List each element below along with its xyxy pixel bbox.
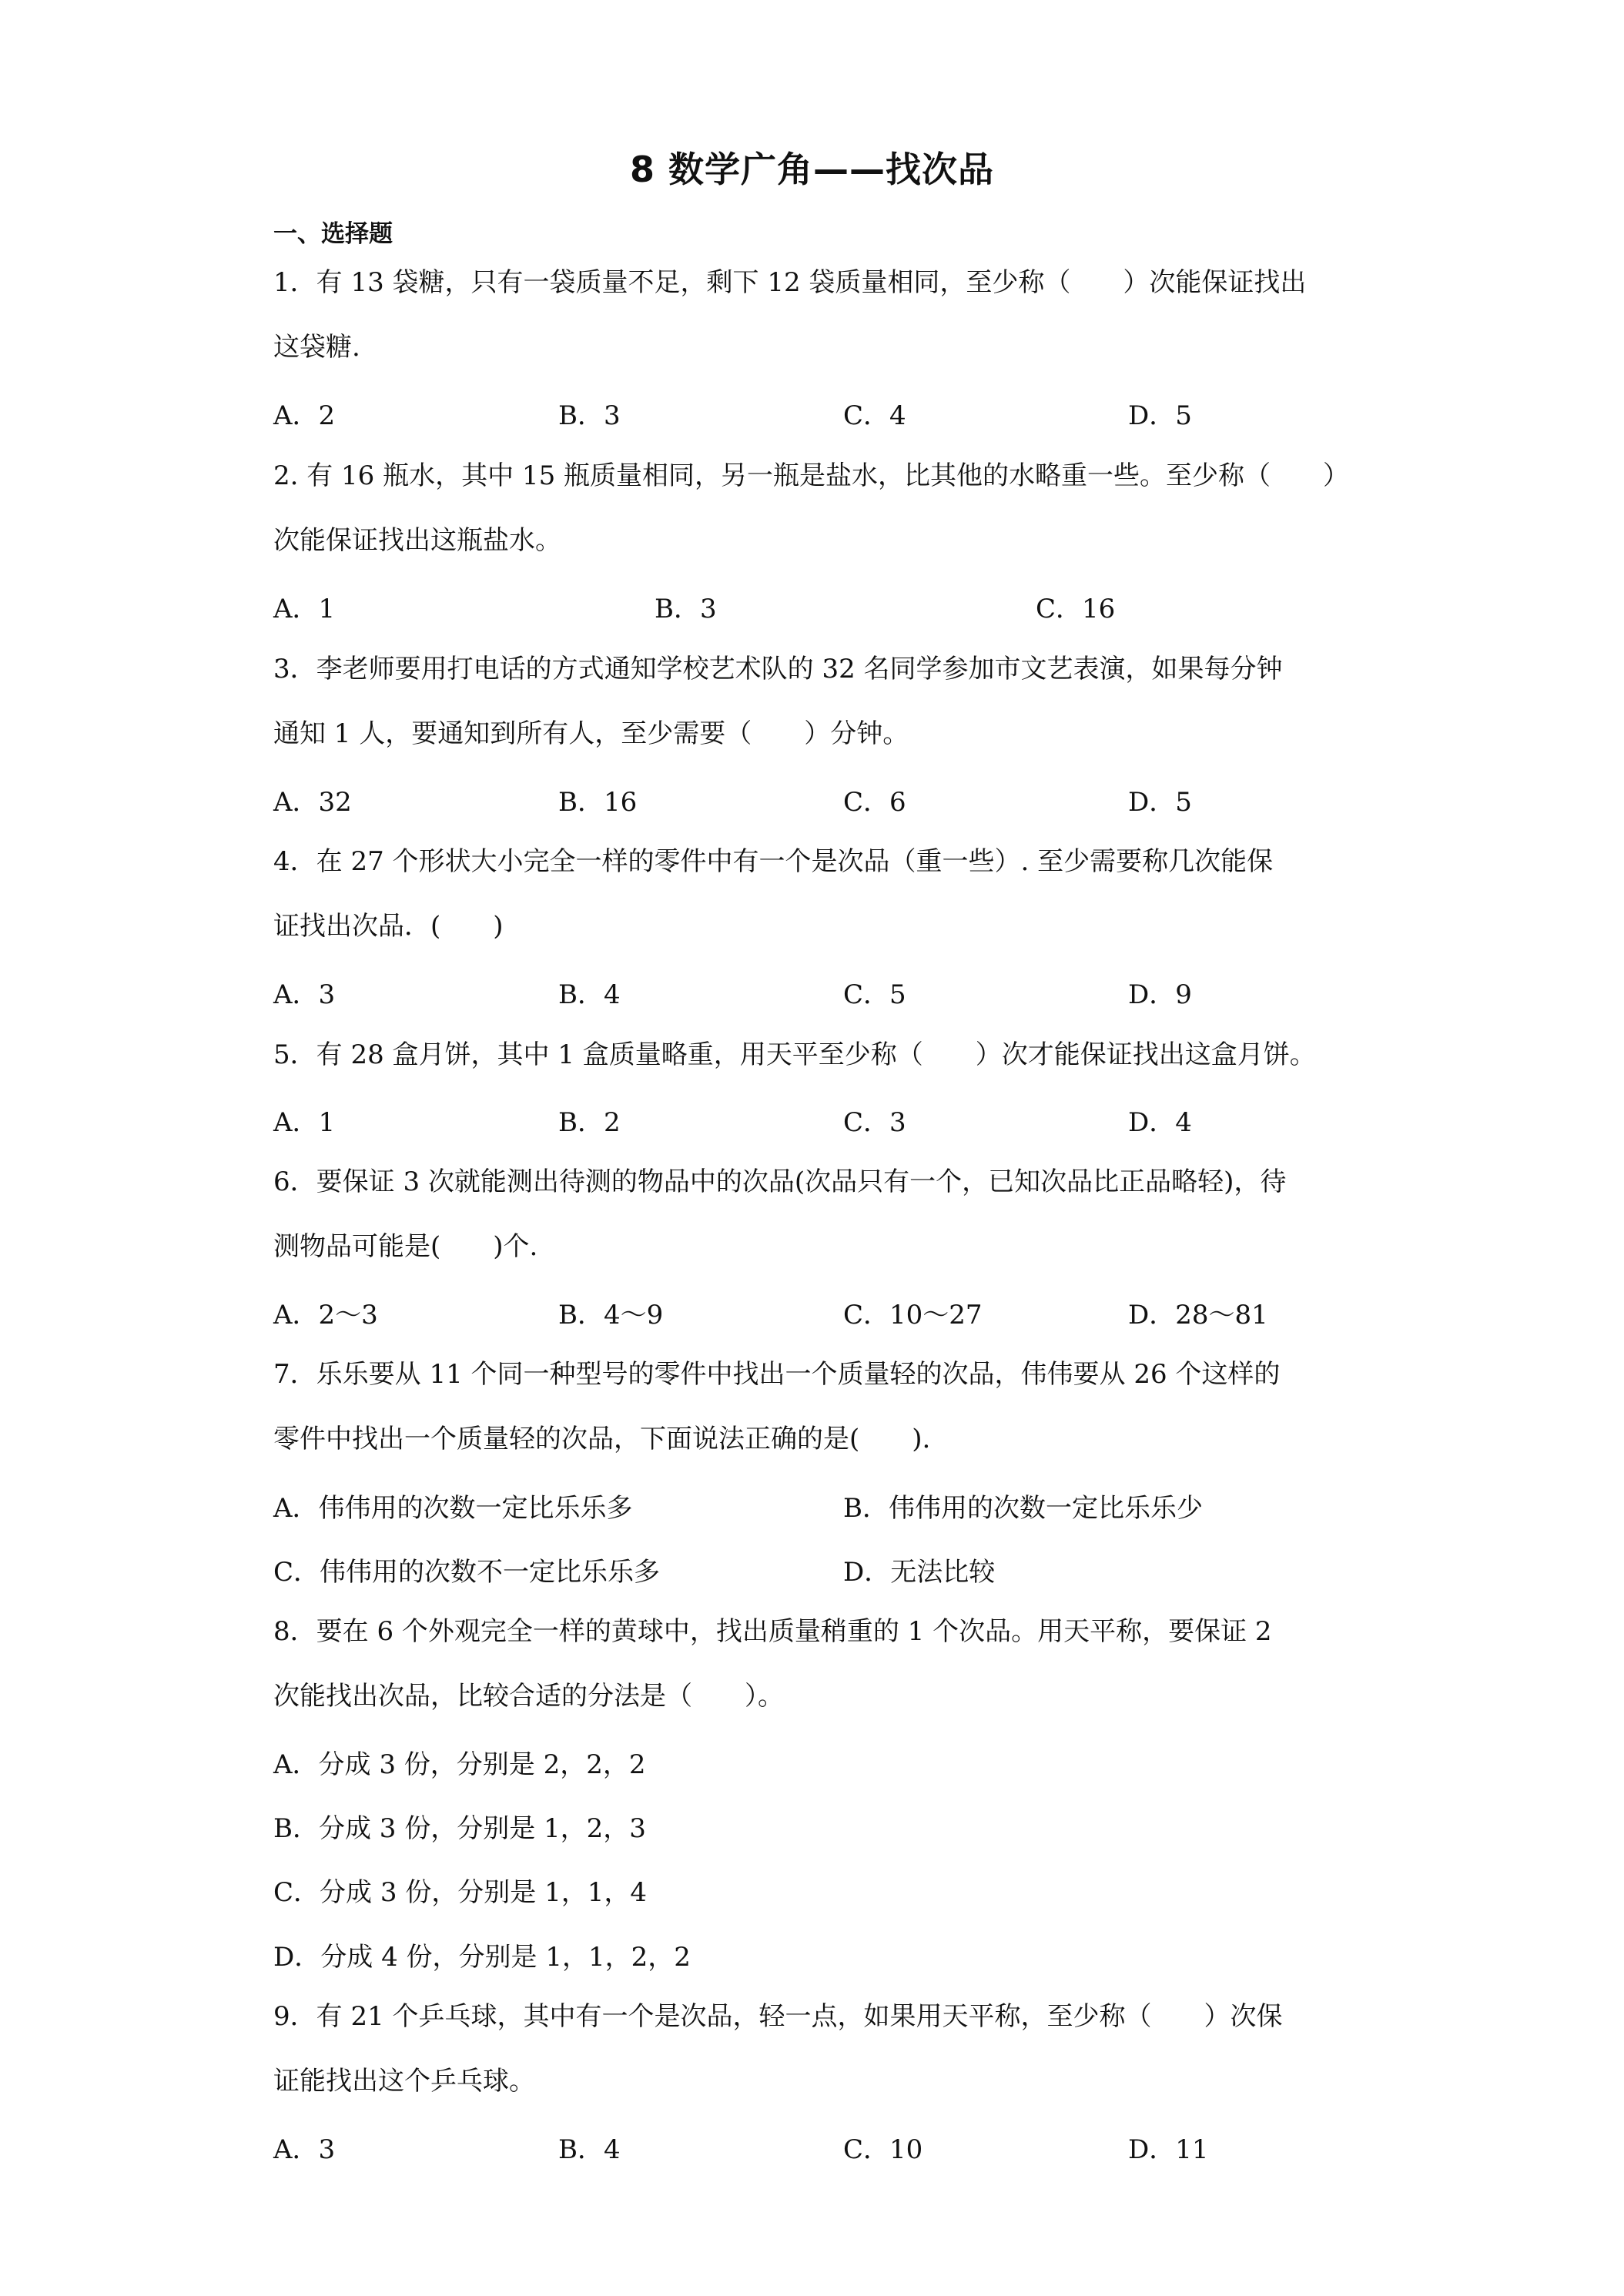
option-b[interactable]: B．3 [558,400,621,431]
question-7 [273,1342,1351,1471]
option-c[interactable]: C．3 [843,1107,906,1138]
option-d[interactable]: D．28～81 [1128,1300,1268,1330]
question-text-line: 测物品可能是( )个. [273,1231,538,1262]
option-a[interactable]: A．1 [273,1107,336,1138]
option-a[interactable]: A．伟伟用的次数一定比乐乐多 [273,1493,633,1524]
option-d[interactable]: D．5 [1128,400,1192,431]
question-9 [273,1984,1351,2114]
question-text-line: 证能找出这个乒乓球。 [273,2066,535,2097]
option-d[interactable]: D．9 [1128,979,1192,1010]
question-text-line: 这袋糖. [273,332,360,363]
question-text-line: 证找出次品．( ) [273,911,504,942]
option-a[interactable]: A．2～3 [273,1300,378,1330]
question-8 [273,1599,1351,1729]
option-a[interactable]: A．1 [273,594,336,624]
option-b[interactable]: B．4 [558,979,621,1010]
question-text-line: 次能找出次品，比较合适的分法是（ ）。 [273,1681,784,1712]
option-d[interactable]: D．分成 4 份，分别是 1，1，2，2 [273,1942,691,1973]
question-text-line: 3．李老师要用打电话的方式通知学校艺术队的 32 名同学参加市文艺表演，如果每分钟 [273,654,1283,684]
option-a[interactable]: A．3 [273,2134,336,2165]
question-5 [273,1022,1351,1087]
option-b[interactable]: B．分成 3 份，分别是 1，2，3 [273,1813,646,1844]
option-d[interactable]: D．11 [1128,2134,1209,2165]
option-c[interactable]: C．10 [843,2134,923,2165]
option-c[interactable]: C．6 [843,787,906,818]
question-6 [273,1150,1351,1279]
option-c[interactable]: C．16 [1036,594,1116,624]
option-b[interactable]: B．2 [558,1107,621,1138]
question-text-line: 通知 1 人，要通知到所有人，至少需要（ ）分钟。 [273,718,909,749]
option-c[interactable]: C．10～27 [843,1300,983,1330]
question-text-line: 1．有 13 袋糖，只有一袋质量不足，剩下 12 袋质量相同，至少称（ ）次能保证找出 [273,267,1307,298]
question-text-line: 7．乐乐要从 11 个同一种型号的零件中找出一个质量轻的次品，伟伟要从 26 个这样的 [273,1359,1281,1390]
option-c[interactable]: C．分成 3 份，分别是 1，1，4 [273,1877,647,1908]
option-c[interactable]: C．4 [843,400,906,431]
question-text-line: 6．要保证 3 次就能测出待测的物品中的次品(次品只有一个，已知次品比正品略轻)，待 [273,1166,1287,1197]
question-text-line: 5．有 28 盒月饼，其中 1 盒质量略重，用天平至少称（ ）次才能保证找出这盒月饼。 [273,1039,1316,1070]
question-3 [273,637,1351,766]
question-4 [273,829,1351,959]
option-c[interactable]: C．伟伟用的次数不一定比乐乐多 [273,1557,661,1588]
option-a[interactable]: A．分成 3 份，分别是 2，2，2 [273,1749,646,1780]
option-d[interactable]: D．5 [1128,787,1192,818]
option-b[interactable]: B．伟伟用的次数一定比乐乐少 [843,1493,1203,1524]
option-a[interactable]: A．32 [273,787,352,818]
option-b[interactable]: B．4～9 [558,1300,664,1330]
option-b[interactable]: B．16 [558,787,638,818]
option-b[interactable]: B．3 [655,594,717,624]
option-b[interactable]: B．4 [558,2134,621,2165]
option-a[interactable]: A．2 [273,400,336,431]
question-text-line: 4．在 27 个形状大小完全一样的零件中有一个是次品（重一些）. 至少需要称几次能保 [273,846,1274,877]
question-text-line: 8．要在 6 个外观完全一样的黄球中，找出质量稍重的 1 个次品。用天平称，要保证 2 [273,1616,1272,1647]
question-text-line: 2. 有 16 瓶水，其中 15 瓶质量相同，另一瓶是盐水，比其他的水略重一些。至少称（ ） [273,460,1350,491]
question-2 [273,443,1351,573]
question-text-line: 9．有 21 个乒乓球，其中有一个是次品，轻一点，如果用天平称，至少称（ ）次保 [273,2001,1283,2032]
question-1 [273,250,1351,380]
option-c[interactable]: C．5 [843,979,906,1010]
section-heading: 一、选择题 [273,220,393,248]
question-text-line: 零件中找出一个质量轻的次品，下面说法正确的是( ). [273,1424,931,1454]
option-a[interactable]: A．3 [273,979,336,1010]
option-d[interactable]: D．无法比较 [843,1557,996,1588]
option-d[interactable]: D．4 [1128,1107,1192,1138]
question-text-line: 次能保证找出这瓶盐水。 [273,525,561,556]
page-title: 8 数学广角——找次品 [629,149,995,190]
